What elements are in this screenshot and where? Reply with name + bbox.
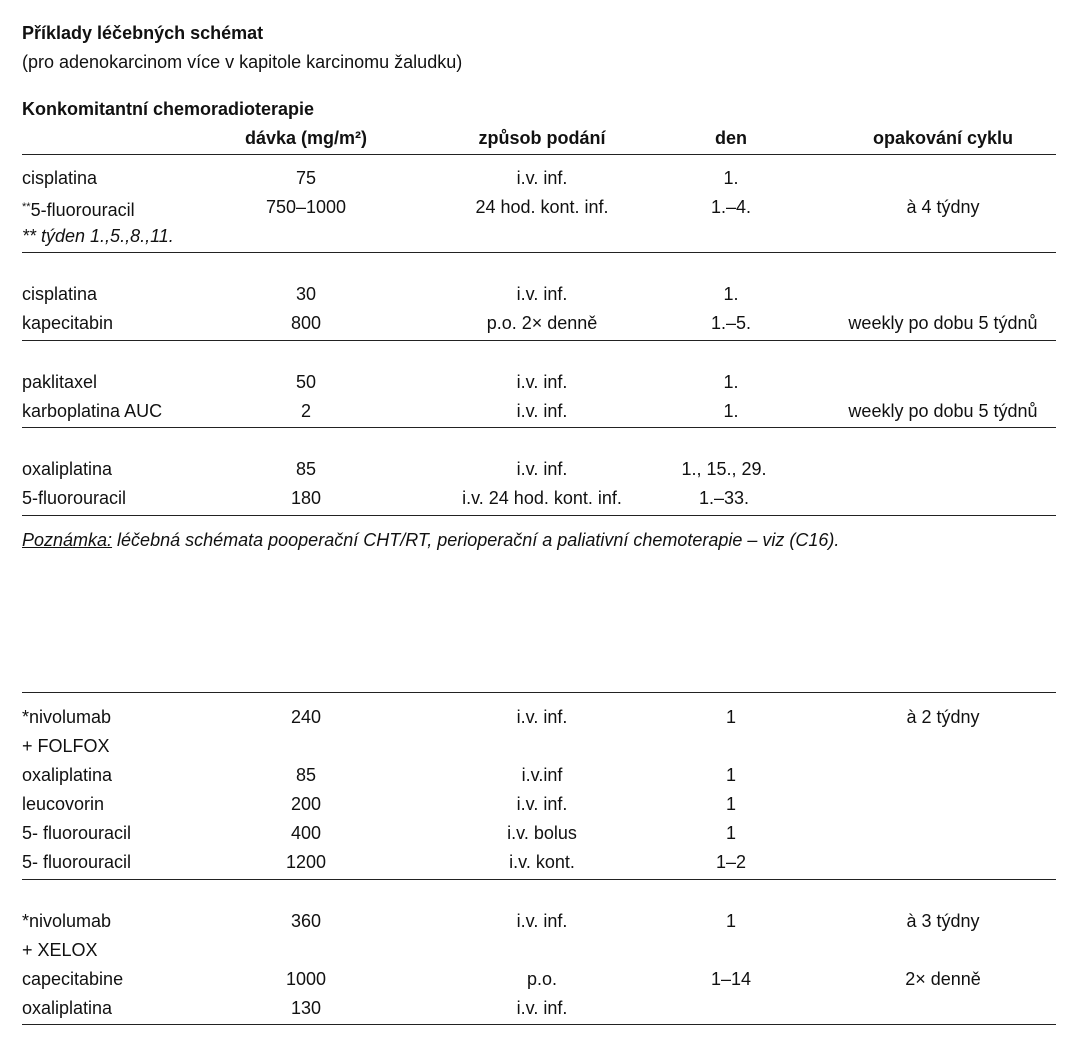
route-value: i.v. bolus (507, 823, 577, 843)
drug-name: oxaliplatina (22, 459, 113, 479)
note (22, 529, 839, 551)
drug-name: cisplatina (22, 168, 98, 188)
group-divider (22, 252, 1056, 253)
drug-name: oxaliplatina (22, 765, 113, 785)
dose-value: 50 (295, 372, 317, 392)
drug-name: *nivolumab (22, 911, 112, 931)
route-value: i.v. kont. (509, 852, 575, 872)
day-value: 1–2 (715, 852, 747, 872)
drug-name: capecitabine (22, 969, 124, 989)
route-value: i.v. inf. (516, 794, 568, 814)
drug-name: **5-fluorouracil (22, 200, 135, 220)
day-value: 1. (723, 401, 739, 421)
day-value: 1 (725, 794, 737, 814)
day-value: 1.–33. (698, 488, 750, 508)
drug-name: kapecitabin (22, 313, 114, 333)
drug-name: 5- fluorouracil (22, 852, 132, 872)
route-value: i.v. inf. (516, 168, 568, 188)
header-divider (22, 154, 1056, 155)
drug-name: leucovorin (22, 794, 105, 814)
drug-name: karboplatina AUC (22, 401, 163, 421)
group-divider (22, 427, 1056, 428)
header-dose: dávka (mg/m²) (244, 128, 368, 148)
route-value: i.v. inf. (516, 911, 568, 931)
day-value: 1., 15., 29. (681, 459, 767, 479)
day-value: 1–14 (710, 969, 752, 989)
cycle-value: 2× denně (905, 969, 981, 989)
route-value: i.v. inf. (516, 459, 568, 479)
note-text: léčebná schémata pooperační CHT/RT, perioperační a paliativní chemoterapie – viz (C16). (112, 530, 840, 550)
cycle-value: à 3 týdny (906, 911, 980, 931)
page-subtitle: (pro adenokarcinom více v kapitole karcinomu žaludku) (22, 52, 463, 72)
dose-value: 800 (290, 313, 322, 333)
day-value: 1. (723, 372, 739, 392)
dose-value: 1200 (285, 852, 327, 872)
drug-mark: ** (22, 201, 31, 213)
route-value: i.v. inf. (516, 284, 568, 304)
group-divider (22, 515, 1056, 516)
header-cycle: opakování cyklu (872, 128, 1014, 148)
day-value: 1.–5. (710, 313, 752, 333)
day-value: 1 (725, 911, 737, 931)
dose-value: 75 (295, 168, 317, 188)
dose-value: 240 (290, 707, 322, 727)
note-label: Poznámka: (22, 530, 113, 550)
dose-value: 400 (290, 823, 322, 843)
group-divider (22, 340, 1056, 341)
day-value: 1 (725, 823, 737, 843)
cycle-value: à 2 týdny (906, 707, 980, 727)
day-value: 1 (725, 765, 737, 785)
drug-name: 5- fluorouracil (22, 823, 132, 843)
dose-value: 1000 (285, 969, 327, 989)
cycle-value: weekly po dobu 5 týdnů (848, 313, 1038, 333)
day-value: 1 (725, 707, 737, 727)
day-value: 1. (723, 284, 739, 304)
dose-value: 360 (290, 911, 322, 931)
route-value: i.v. inf. (516, 998, 568, 1018)
cycle-value: weekly po dobu 5 týdnů (848, 401, 1038, 421)
dose-value: 180 (290, 488, 322, 508)
cycle-value: à 4 týdny (906, 197, 980, 217)
route-value: p.o. (526, 969, 558, 989)
footnote: ** týden 1.,5.,8.,11. (22, 226, 174, 246)
page-title: Příklady léčebných schémat (22, 23, 264, 43)
section-title: Konkomitantní chemoradioterapie (22, 99, 315, 119)
route-value: i.v. 24 hod. kont. inf. (462, 488, 622, 508)
dose-value: 85 (295, 459, 317, 479)
table-top-divider (22, 692, 1056, 693)
route-value: i.v. inf. (516, 372, 568, 392)
header-day: den (714, 128, 748, 148)
dose-value: 85 (295, 765, 317, 785)
drug-name: + FOLFOX (22, 736, 110, 756)
header-route: způsob podání (478, 128, 606, 148)
drug-name: paklitaxel (22, 372, 98, 392)
dose-value: 130 (290, 998, 322, 1018)
route-value: i.v. inf. (516, 707, 568, 727)
drug-name: *nivolumab (22, 707, 112, 727)
dose-value: 200 (290, 794, 322, 814)
drug-name: oxaliplatina (22, 998, 113, 1018)
route-value: 24 hod. kont. inf. (475, 197, 609, 217)
route-value: i.v.inf (521, 765, 563, 785)
route-value: p.o. 2× denně (486, 313, 598, 333)
day-value: 1.–4. (710, 197, 752, 217)
route-value: i.v. inf. (516, 401, 568, 421)
day-value: 1. (723, 168, 739, 188)
dose-value: 2 (300, 401, 312, 421)
dose-value: 750–1000 (265, 197, 347, 217)
group-divider (22, 879, 1056, 880)
dose-value: 30 (295, 284, 317, 304)
drug-name: + XELOX (22, 940, 98, 960)
drug-name: 5-fluorouracil (22, 488, 127, 508)
table-bottom-divider (22, 1024, 1056, 1025)
drug-name: cisplatina (22, 284, 98, 304)
